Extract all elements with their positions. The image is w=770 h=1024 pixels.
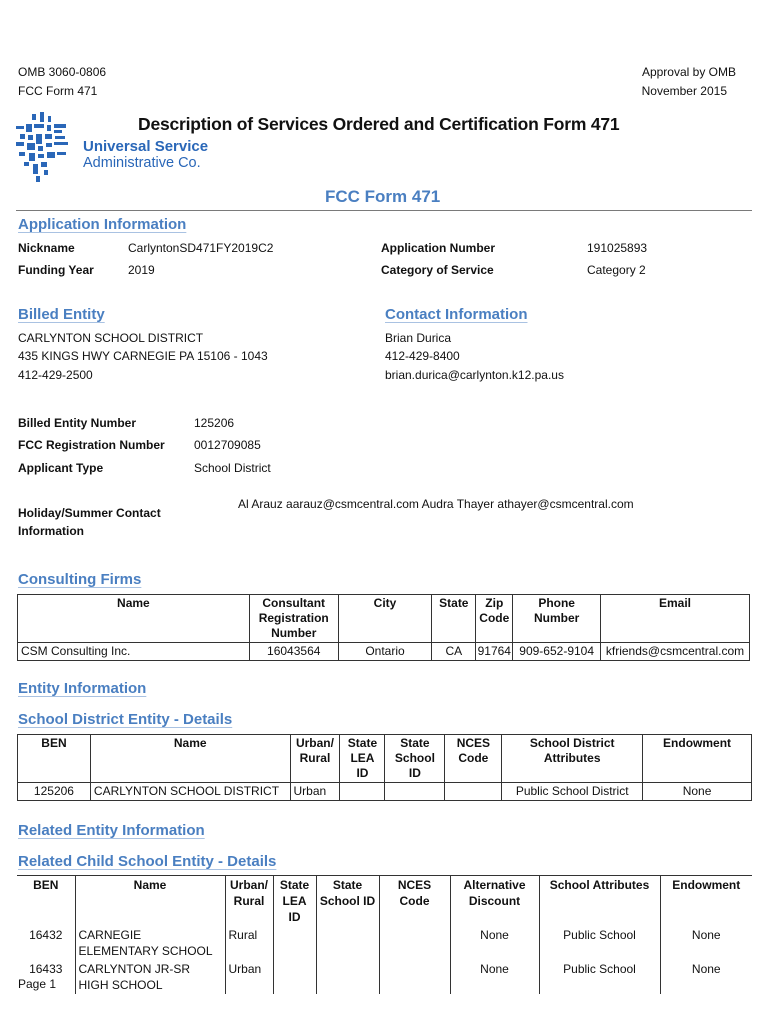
- district-header-row: [18, 735, 752, 783]
- col-name: Name: [90, 735, 290, 783]
- child-state-school-id: [316, 926, 379, 960]
- col-district-attributes: School District Attributes: [502, 735, 643, 783]
- application-info-heading: Application Information: [18, 216, 187, 233]
- child-school-attributes: Public School: [539, 960, 660, 994]
- table-row: [17, 926, 752, 960]
- district-attributes: Public School District: [502, 783, 643, 801]
- billed-entity-heading: Billed Entity: [18, 306, 105, 323]
- district-name: CARLYNTON SCHOOL DISTRICT: [90, 783, 290, 801]
- fcc-registration-label: FCC Registration Number: [18, 438, 165, 452]
- nickname-value: CarlyntonSD471FY2019C2: [128, 241, 274, 255]
- contact-info-heading: Contact Information: [385, 306, 528, 323]
- col-alternative-discount: Alternative Discount: [450, 876, 539, 926]
- consultant-reg-number: 16043564: [249, 643, 338, 661]
- omb-approval: Approval by OMB: [641, 65, 736, 79]
- billed-entity-phone: 412-429-2500: [18, 368, 93, 382]
- district-endowment: None: [643, 783, 752, 801]
- consultant-name: CSM Consulting Inc.: [18, 643, 250, 661]
- billed-entity-name: CARLYNTON SCHOOL DISTRICT: [18, 331, 204, 345]
- child-state-school-id: [316, 960, 379, 994]
- ben-label: Billed Entity Number: [18, 416, 137, 430]
- child-nces-code: [379, 960, 450, 994]
- form-number: FCC Form 471: [18, 84, 98, 98]
- consulting-header-row: [18, 595, 750, 643]
- child-alternative-discount: None: [450, 926, 539, 960]
- holiday-contact-label-1: Holiday/Summer Contact: [18, 506, 161, 520]
- applicant-type-value: School District: [194, 461, 271, 475]
- school-district-heading: School District Entity - Details: [18, 711, 233, 728]
- consultant-phone: 909-652-9104: [513, 643, 601, 661]
- child-urban-rural: Rural: [225, 926, 273, 960]
- entity-info-heading: Entity Information: [18, 680, 147, 697]
- district-nces-code: [445, 783, 502, 801]
- col-zip: Zip Code: [476, 595, 513, 643]
- consultant-city: Ontario: [338, 643, 432, 661]
- child-endowment: None: [660, 960, 752, 994]
- holiday-contact-label-2: Information: [18, 524, 84, 538]
- child-urban-rural: Urban: [225, 960, 273, 994]
- col-school-attributes: School Attributes: [539, 876, 660, 926]
- col-urban-rural: Urban/ Rural: [225, 876, 273, 926]
- title-divider: [16, 210, 752, 211]
- col-ben: BEN: [33, 878, 59, 892]
- district-state-lea-id: [340, 783, 385, 801]
- contact-name: Brian Durica: [385, 331, 452, 345]
- consultant-email[interactable]: kfriends@csmcentral.com: [601, 643, 750, 661]
- page-title: Description of Services Ordered and Certification Form 471: [138, 114, 620, 134]
- application-number-label: Application Number: [381, 241, 496, 255]
- child-school-attributes: Public School: [539, 926, 660, 960]
- contact-phone: 412-429-8400: [385, 349, 460, 363]
- table-row: [17, 960, 752, 994]
- col-state-lea-id: State LEA ID: [273, 876, 316, 926]
- col-consultant-reg: Consultant Registration Number: [249, 595, 338, 643]
- child-ben: 16433: [29, 962, 63, 976]
- category-value: Category 2: [587, 263, 646, 277]
- table-row: [18, 643, 750, 661]
- related-child-table: [17, 876, 752, 994]
- omb-approval-date: November 2015: [641, 84, 727, 98]
- child-nces-code: [379, 926, 450, 960]
- child-ben: 16432: [29, 928, 63, 942]
- child-alternative-discount: None: [450, 960, 539, 994]
- logo-line-2: Administrative Co.: [83, 155, 201, 171]
- category-label: Category of Service: [381, 263, 494, 277]
- col-name: Name: [75, 876, 225, 926]
- child-endowment: None: [660, 926, 752, 960]
- col-phone: Phone Number: [513, 595, 601, 643]
- omb-number: OMB 3060-0806: [18, 65, 107, 79]
- district-ben: 125206: [18, 783, 91, 801]
- related-child-heading: Related Child School Entity - Details: [18, 853, 277, 870]
- col-nces-code: NCES Code: [379, 876, 450, 926]
- col-endowment: Endowment: [643, 735, 752, 783]
- school-district-table: [17, 734, 752, 801]
- col-nces-code: NCES Code: [445, 735, 502, 783]
- nickname-label: Nickname: [18, 241, 75, 255]
- district-state-school-id: [385, 783, 445, 801]
- consultant-zip: 91764: [476, 643, 513, 661]
- child-state-lea-id: [273, 960, 316, 994]
- col-state-school-id: State School ID: [385, 735, 445, 783]
- col-state-school-id: State School ID: [316, 876, 379, 926]
- col-name: Name: [18, 595, 250, 643]
- form-subtitle: FCC Form 471: [325, 187, 441, 206]
- child-state-lea-id: [273, 926, 316, 960]
- col-state-lea-id: State LEA ID: [340, 735, 385, 783]
- related-header-row: [17, 876, 752, 926]
- col-state: State: [432, 595, 476, 643]
- related-entity-heading: Related Entity Information: [18, 822, 205, 839]
- child-name: CARLYNTON JR-SR HIGH SCHOOL: [75, 960, 225, 994]
- col-endowment: Endowment: [660, 876, 752, 926]
- usac-logo-icon: [14, 112, 78, 184]
- billed-entity-address: 435 KINGS HWY CARNEGIE PA 15106 - 1043: [18, 349, 268, 363]
- ben-value: 125206: [194, 416, 235, 430]
- application-number-value: 191025893: [587, 241, 648, 255]
- col-ben: BEN: [18, 735, 91, 783]
- logo-line-1: Universal Service: [83, 138, 209, 155]
- table-row: [18, 783, 752, 801]
- applicant-type-label: Applicant Type: [18, 461, 104, 475]
- fcc-registration-value: 0012709085: [194, 438, 261, 452]
- funding-year-value: 2019: [128, 263, 155, 277]
- col-city: City: [338, 595, 432, 643]
- col-email: Email: [601, 595, 750, 643]
- consulting-firms-table: [17, 594, 750, 661]
- consultant-state: CA: [432, 643, 476, 661]
- district-urban-rural: Urban: [290, 783, 340, 801]
- holiday-contact-value: Al Arauz aarauz@csmcentral.com Audra Thayer athayer@csmcentral.com: [238, 497, 634, 511]
- funding-year-label: Funding Year: [18, 263, 94, 277]
- page-number: Page 1: [18, 977, 57, 991]
- col-urban-rural: Urban/ Rural: [290, 735, 340, 783]
- contact-email[interactable]: brian.durica@carlynton.k12.pa.us: [385, 368, 564, 382]
- consulting-firms-heading: Consulting Firms: [18, 571, 142, 588]
- child-name: CARNEGIE ELEMENTARY SCHOOL: [75, 926, 225, 960]
